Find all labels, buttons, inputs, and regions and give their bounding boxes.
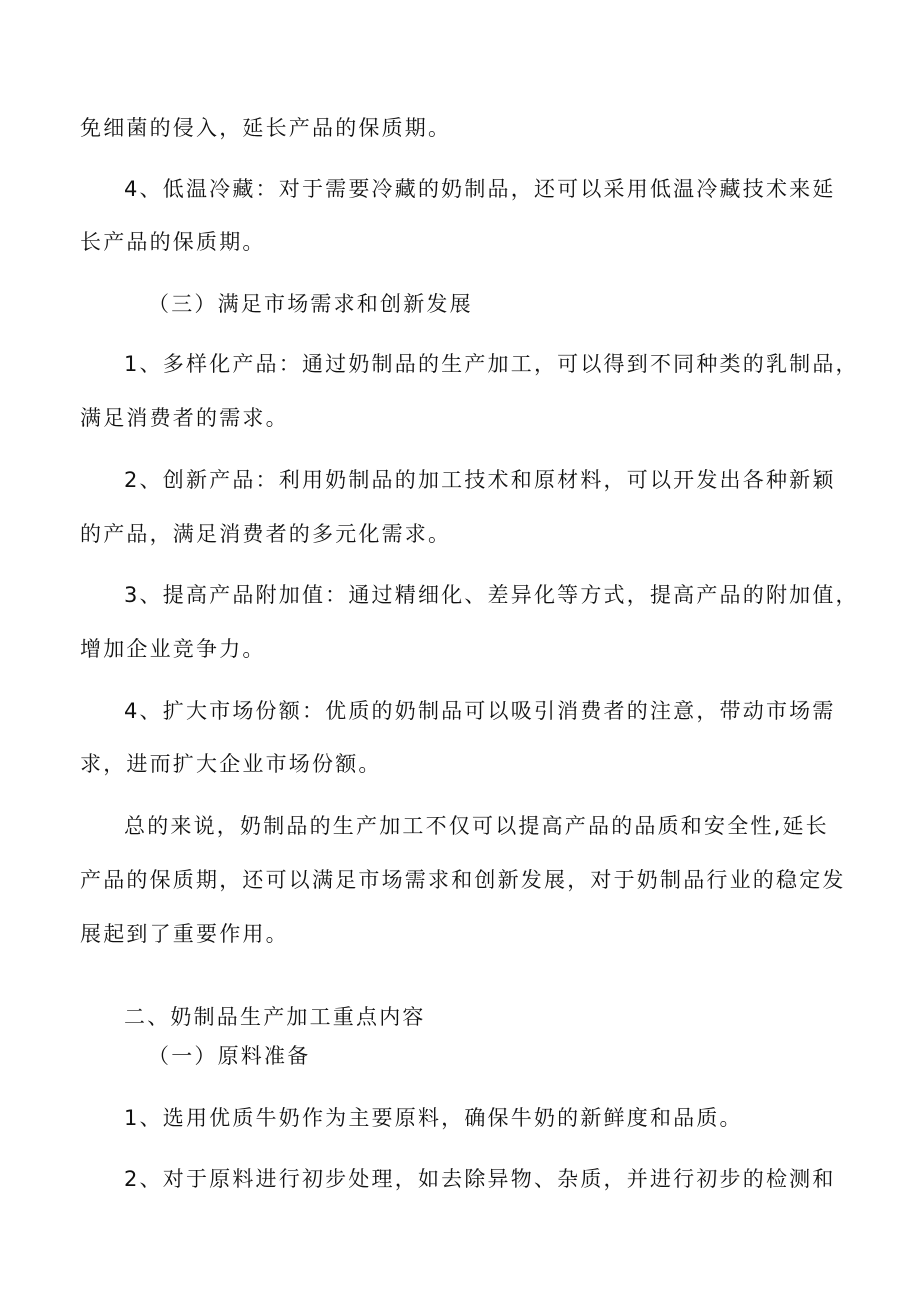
- text-line: 总的来说，奶制品的生产加工不仅可以提高产品的品质和安全性,延长: [124, 814, 829, 838]
- text-line: 增加企业竞争力。: [80, 637, 266, 661]
- text-line: 1、多样化产品：通过奶制品的生产加工，可以得到不同种类的乳制品，: [124, 352, 859, 376]
- text-line: 展起到了重要作用。: [80, 922, 289, 946]
- text-line: 免细菌的侵入，延长产品的保质期。: [80, 116, 452, 140]
- text-line: 满足消费者的需求。: [80, 406, 289, 430]
- text-line: 4、扩大市场份额：优质的奶制品可以吸引消费者的注意，带动市场需: [124, 699, 836, 723]
- section-heading: （一）原料准备: [148, 1044, 311, 1068]
- text-line: 3、提高产品附加值：通过精细化、差异化等方式，提高产品的附加值，: [124, 583, 859, 607]
- text-line: 1、选用优质牛奶作为主要原料，确保牛奶的新鲜度和品质。: [124, 1106, 743, 1130]
- chapter-heading: 二、奶制品生产加工重点内容: [124, 1005, 426, 1029]
- text-line: 长产品的保质期。: [80, 230, 266, 254]
- text-line: 产品的保质期，还可以满足市场需求和创新发展，对于奶制品行业的稳定发: [80, 868, 846, 892]
- text-line: 2、创新产品：利用奶制品的加工技术和原材料，可以开发出各种新颖: [124, 468, 836, 492]
- text-line: 4、低温冷藏：对于需要冷藏的奶制品，还可以采用低温冷藏技术来延: [124, 177, 836, 201]
- text-line: 求，进而扩大企业市场份额。: [80, 752, 382, 776]
- section-heading: （三）满足市场需求和创新发展: [148, 292, 473, 316]
- text-line: 的产品，满足消费者的多元化需求。: [80, 522, 452, 546]
- text-line: 2、对于原料进行初步处理，如去除异物、杂质，并进行初步的检测和: [124, 1167, 836, 1191]
